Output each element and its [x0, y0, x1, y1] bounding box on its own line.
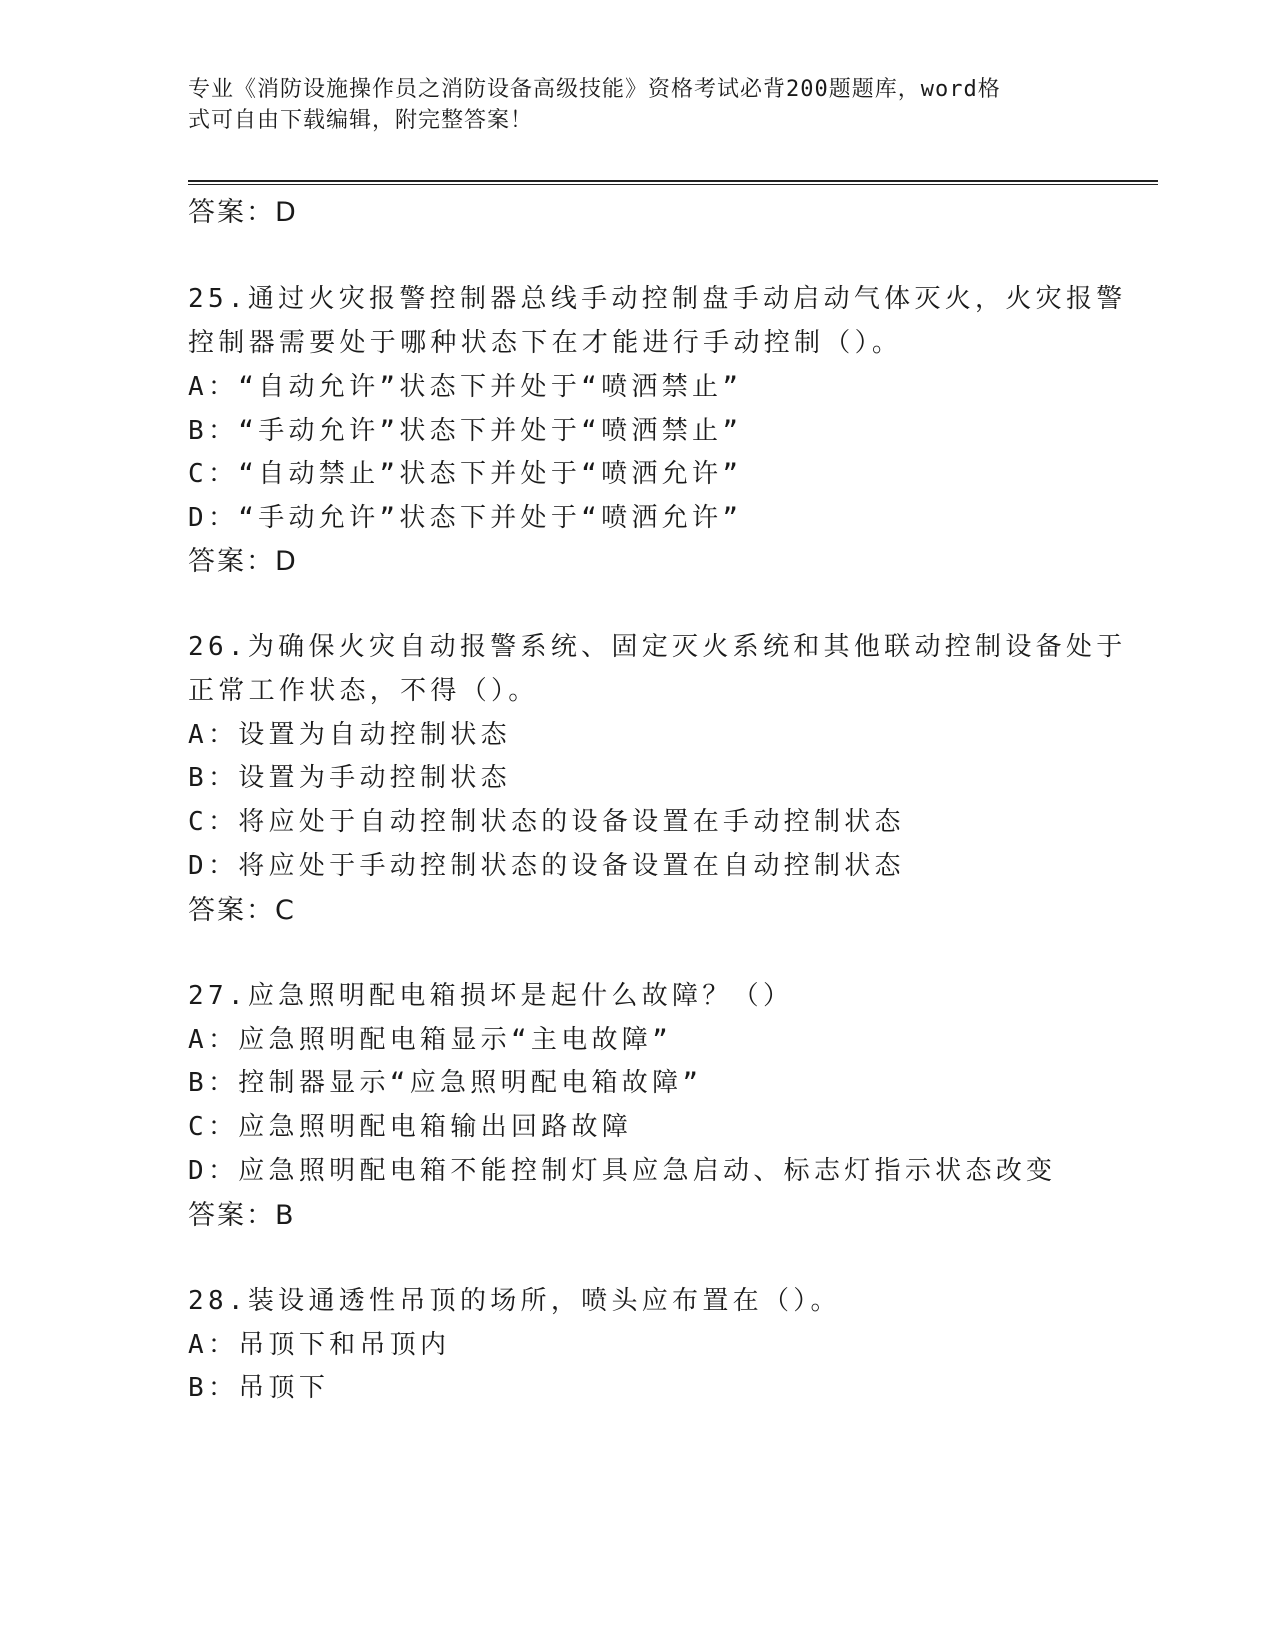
header-divider-thick	[188, 180, 1158, 182]
question-27-text: 27.应急照明配电箱损坏是起什么故障？（）	[188, 981, 794, 1011]
question-25-option-d: D：“手动允许”状态下并处于“喷洒允许”	[188, 503, 743, 533]
question-26-option-d: D：将应处于手动控制状态的设备设置在自动控制状态	[188, 851, 905, 881]
question-28-option-b: B：吊顶下	[188, 1373, 330, 1403]
previous-answer: 答案：D	[188, 197, 298, 228]
question-27-option-d: D：应急照明配电箱不能控制灯具应急启动、标志灯指示状态改变	[188, 1156, 1057, 1186]
question-28-option-a: A：吊顶下和吊顶内	[188, 1330, 451, 1360]
question-25-option-b: B：“手动允许”状态下并处于“喷洒禁止”	[188, 416, 743, 446]
question-25-answer: 答案：D	[188, 546, 298, 577]
question-27-option-c: C：应急照明配电箱输出回路故障	[188, 1112, 633, 1142]
question-27-option-b: B：控制器显示“应急照明配电箱故障”	[188, 1068, 703, 1098]
header-line-2: 式可自由下载编辑，附完整答案！	[188, 108, 534, 133]
question-25-text-line-1: 25.通过火灾报警控制器总线手动控制盘手动启动气体灭火，火灾报警	[188, 284, 1127, 314]
question-26-option-b: B：设置为手动控制状态	[188, 763, 511, 793]
document-header	[188, 74, 1078, 136]
question-25-option-c: C：“自动禁止”状态下并处于“喷洒允许”	[188, 459, 743, 489]
header-divider-thin	[188, 184, 1158, 185]
question-27-answer: 答案：B	[188, 1200, 296, 1231]
question-26-option-c: C：将应处于自动控制状态的设备设置在手动控制状态	[188, 807, 905, 837]
header-line-1: 专业《消防设施操作员之消防设备高级技能》资格考试必背200题题库，word格	[188, 77, 1001, 102]
question-25-option-a: A：“自动允许”状态下并处于“喷洒禁止”	[188, 372, 743, 402]
question-26-text-line-1: 26.为确保火灾自动报警系统、固定灭火系统和其他联动控制设备处于	[188, 632, 1127, 662]
question-28-text: 28.装设通透性吊顶的场所，喷头应布置在（）。	[188, 1286, 841, 1316]
question-26-text-line-2: 正常工作状态，不得（）。	[188, 676, 539, 706]
question-25-text-line-2: 控制器需要处于哪种状态下在才能进行手动控制（）。	[188, 328, 903, 358]
question-26-option-a: A：设置为自动控制状态	[188, 720, 511, 750]
question-26-answer: 答案：C	[188, 895, 296, 926]
question-27-option-a: A：应急照明配电箱显示“主电故障”	[188, 1025, 673, 1055]
